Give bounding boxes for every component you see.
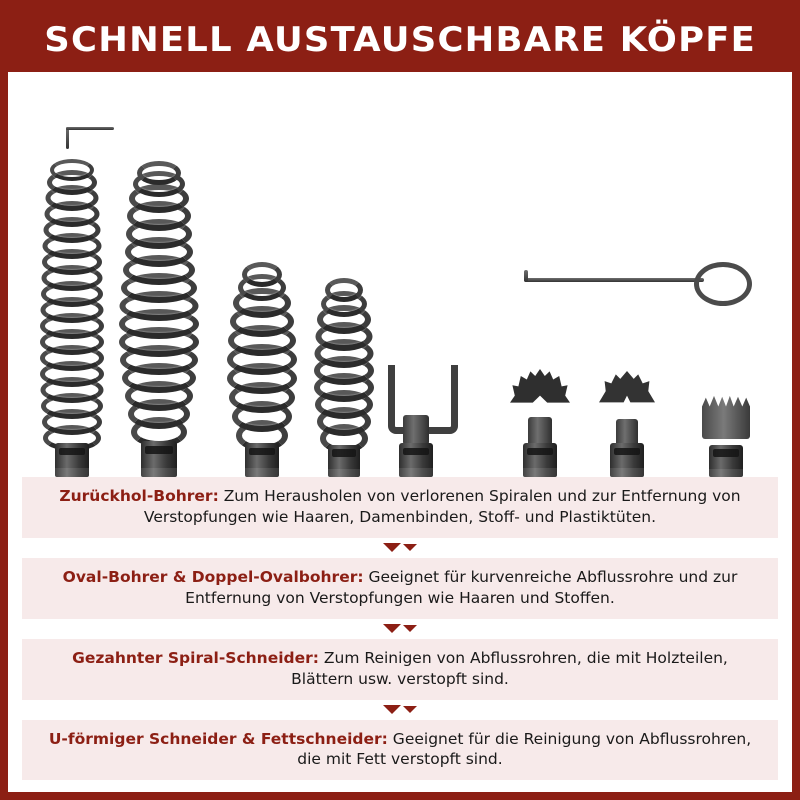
description-term: Gezahnter Spiral-Schneider: — [72, 648, 319, 667]
arrow-separator — [8, 700, 792, 720]
hook-tip — [524, 270, 528, 282]
tool-zurueckhol-bohrer-lang — [36, 127, 108, 477]
description-text: Zum Herausholen von verlorenen Spiralen und zur Entfernung von Verstopfungen wie Haaren, Damenbinden, Stoff- und Plastiktüten. — [143, 487, 741, 526]
arrow-separator — [8, 619, 792, 639]
socket-connector — [328, 445, 360, 477]
chevron-down-icon — [403, 706, 417, 713]
product-image — [8, 72, 792, 477]
tool-oval-bohrer — [226, 237, 298, 477]
chevron-down-icon — [403, 625, 417, 632]
tool-spiral-bohrer-klein — [314, 255, 374, 477]
chevron-down-icon — [383, 543, 401, 552]
description-row-3 — [22, 639, 778, 700]
description-row-4 — [22, 720, 778, 781]
arrow-separator — [8, 538, 792, 558]
page-title: SCHNELL AUSTAUSCHBARE KÖPFE — [44, 20, 756, 60]
crown-blade — [702, 395, 750, 439]
description-text: Zum Reinigen von Abflussrohren, die mit Holzteilen, Blättern usw. verstopft sind. — [291, 648, 728, 688]
socket-connector — [709, 445, 743, 477]
description-row-2 — [22, 558, 778, 619]
chevron-down-icon — [383, 624, 401, 633]
tool-fettschneider — [594, 371, 660, 477]
auger-top-rod — [66, 127, 69, 149]
header-banner — [8, 8, 792, 72]
chevron-down-icon — [403, 544, 417, 551]
socket-connector — [523, 443, 557, 477]
description-text: Geeignet für kurvenreiche Abflussrohre und zur Entfernung von Verstopfungen wie Haaren und Stoffen. — [185, 567, 738, 607]
tool-rueckhol-haken — [524, 258, 754, 304]
tool-kronen-schneider — [698, 385, 754, 477]
socket-connector — [55, 443, 89, 477]
socket-connector — [245, 443, 279, 477]
hook-rod — [524, 278, 704, 282]
tool-doppel-ovalbohrer — [116, 139, 202, 477]
tool-gezahnter-spiral-schneider — [504, 369, 576, 477]
hook-eyelet — [694, 262, 752, 306]
auger-coil — [116, 172, 202, 477]
auger-top-hook — [66, 127, 114, 130]
socket-connector — [610, 443, 644, 477]
socket-connector — [399, 443, 433, 477]
description-term: Zurückhol-Bohrer: — [59, 487, 219, 505]
auger-coil — [36, 161, 108, 477]
description-text: Geeignet für die Reinigung von Abflussrohren, die mit Fett verstopft sind. — [297, 729, 752, 769]
description-term: Oval-Bohrer & Doppel-Ovalbohrer: — [62, 567, 364, 586]
chevron-down-icon — [383, 705, 401, 714]
tool-u-foermiger-schneider — [380, 365, 452, 477]
description-row-1 — [22, 477, 778, 538]
socket-connector — [141, 441, 177, 477]
description-term: U-förmiger Schneider & Fettschneider: — [48, 729, 388, 748]
description-list — [8, 477, 792, 792]
u-cutter-hub — [403, 415, 429, 445]
